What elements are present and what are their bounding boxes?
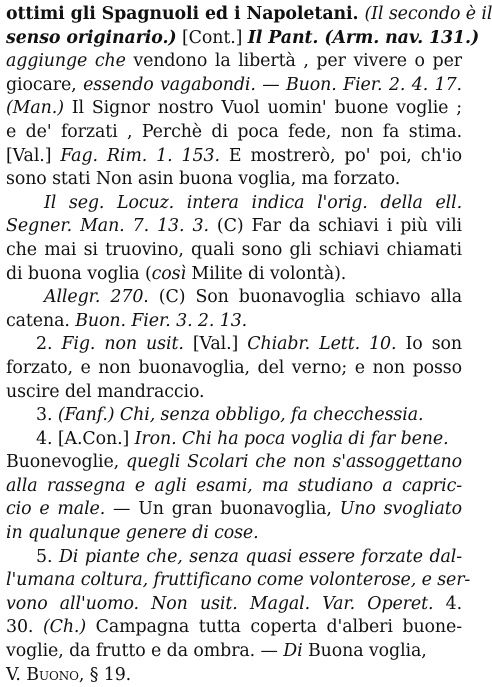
text-line-4: giocare, essendo vagabondi. — Buon. Fier. 2. 4. 17. [6,74,462,95]
text-line-9: Il seg. Locuz. intera indica l'orig. della ell. [44,192,462,213]
text-line-15: 2. Fig. non usit. [Val.] Chiabr. Lett. 10. Io son [36,334,463,355]
text-line-3: aggiunge che vendono la libertà , per vivere o per [6,51,462,72]
text-line-8: sono stati Non asin buona voglia, ma forzato. [6,169,401,190]
text-line-24: 5. Di piante che, senza quasi essere forzate dal- [36,546,462,567]
text-line-16: forzato, e non buonavoglia, del verno; e non posso [6,357,462,378]
text-line-22: cio e male. — Un gran buonavoglia, Uno svogliato [6,499,463,520]
text-line-28: voglie, da frutto e da ombra. — Di Buona voglia, [6,641,427,662]
text-line-25: l'umana coltura, fruttificano come volonterose, e ser- [6,570,471,591]
text-line-26: vono all'uomo. Non usit. Magal. Var. Operet. 4. [6,593,462,614]
text-line-27: 30. (Ch.) Campagna tutta coperta d'alberi buone- [6,617,462,638]
text-line-11: che mai si truovino, quali sono gli schiavi chiamati [6,239,462,260]
text-line-5: (Man.) Il Signor nostro Vuol uomin' buone voglie ; [6,98,462,119]
text-line-18: 3. (Fanf.) Chi, senza obbligo, fa checchessia. [36,405,424,426]
text-line-29: V. Buono, § 19. [6,664,132,685]
text-line-17: uscire del mandraccio. [6,381,205,402]
text-line-2: senso originario.) [Cont.] Il Pant. (Arm. nav. 131.) [6,27,480,48]
text-line-12: di buona voglia (così Milite di volontà). [6,263,347,284]
text-line-23: in qualunque genere di cose. [6,523,259,544]
text-line-7: [Val.] Fag. Rim. 1. 153. E mostrerò, po' poi, ch'io [6,145,462,166]
text-line-20: Buonevoglie, quegli Scolari che non s'assoggettano [6,452,462,473]
text-line-14: catena. Buon. Fier. 3. 2. 13. [6,310,248,331]
text-line-1: ottimi gli Spagnuoli ed i Napoletani. (Il secondo è il [6,4,492,24]
text-line-6: e de' forzati , Perchè di poca fede, non fa stima. [6,121,462,142]
text-line-19: 4. [A.Con.] Iron. Chi ha poca voglia di far bene. [36,428,449,449]
text-line-10: Segner. Man. 7. 13. 3. (C) Far da schiavi i più vili [6,216,462,237]
text-line-13: Allegr. 270. (C) Son buonavoglia schiavo alla [44,287,462,308]
text-line-21: alla rassegna e agli esami, ma studiano a capric- [6,475,462,496]
